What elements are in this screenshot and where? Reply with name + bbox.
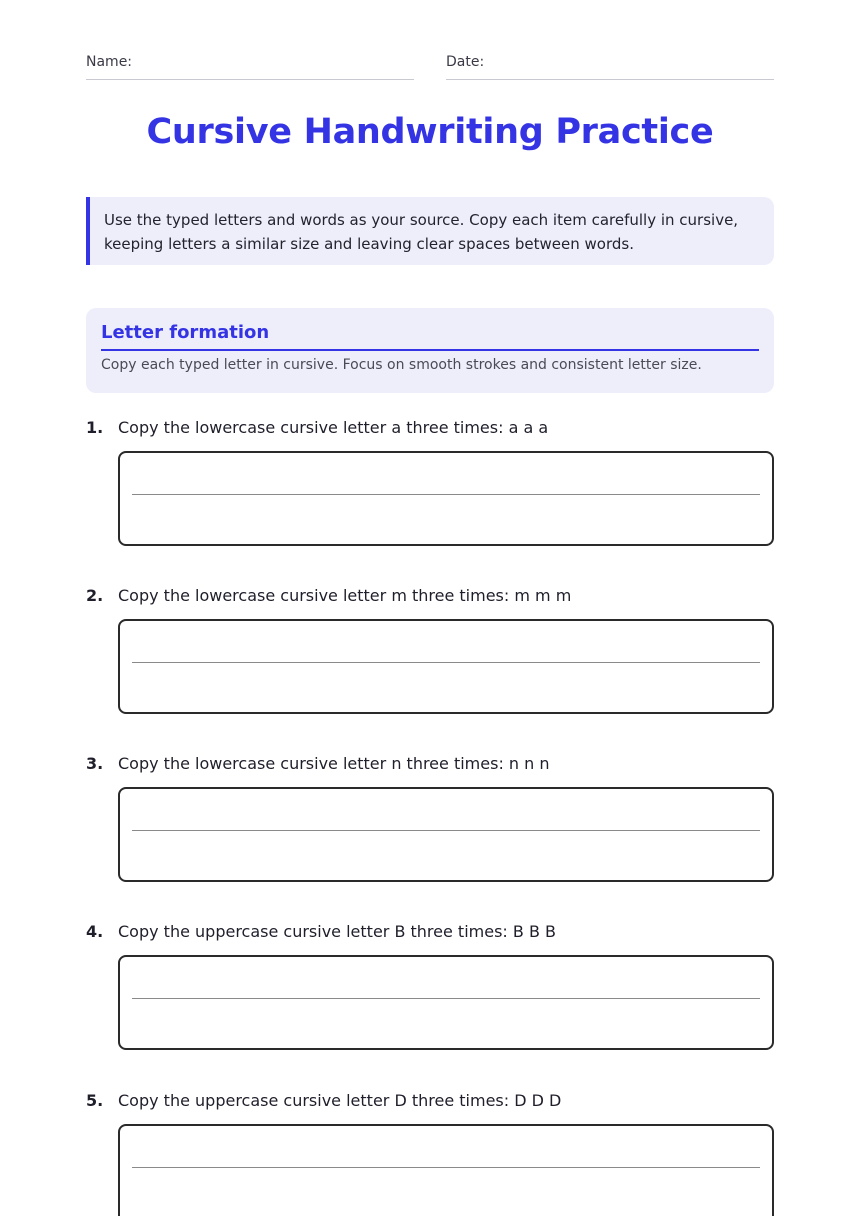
writing-guide-line bbox=[132, 998, 760, 999]
name-label: Name: bbox=[86, 54, 133, 70]
question-number: 2. bbox=[86, 586, 104, 605]
question-number: 3. bbox=[86, 754, 104, 773]
question-text: Copy the lowercase cursive letter n three times: n n n bbox=[118, 754, 550, 773]
question-number: 1. bbox=[86, 418, 104, 437]
section-title: Letter formation bbox=[101, 321, 759, 351]
answer-box[interactable] bbox=[118, 955, 774, 1050]
header-fields bbox=[86, 54, 774, 80]
page-title: Cursive Handwriting Practice bbox=[146, 112, 714, 152]
answer-box[interactable] bbox=[118, 1124, 774, 1216]
instructions-callout: Use the typed letters and words as your source. Copy each item carefully in cursive, keeping letters a similar size and leaving clear spaces between words. bbox=[86, 197, 774, 265]
section-header bbox=[86, 308, 774, 393]
date-label: Date: bbox=[446, 54, 485, 70]
question-text: Copy the uppercase cursive letter B three times: B B B bbox=[118, 922, 556, 941]
writing-guide-line bbox=[132, 662, 760, 663]
question-text: Copy the lowercase cursive letter m three times: m m m bbox=[118, 586, 572, 605]
answer-box[interactable] bbox=[118, 787, 774, 882]
date-field[interactable] bbox=[446, 54, 774, 80]
writing-guide-line bbox=[132, 830, 760, 831]
section-subtitle: Copy each typed letter in cursive. Focus on smooth strokes and consistent letter size. bbox=[101, 357, 702, 373]
writing-guide-line bbox=[132, 1167, 760, 1168]
question-text: Copy the lowercase cursive letter a three times: a a a bbox=[118, 418, 549, 437]
question-number: 5. bbox=[86, 1091, 104, 1110]
writing-guide-line bbox=[132, 494, 760, 495]
name-field[interactable] bbox=[86, 54, 414, 80]
answer-box[interactable] bbox=[118, 451, 774, 546]
answer-box[interactable] bbox=[118, 619, 774, 714]
question-text: Copy the uppercase cursive letter D three times: D D D bbox=[118, 1091, 562, 1110]
question-number: 4. bbox=[86, 922, 104, 941]
